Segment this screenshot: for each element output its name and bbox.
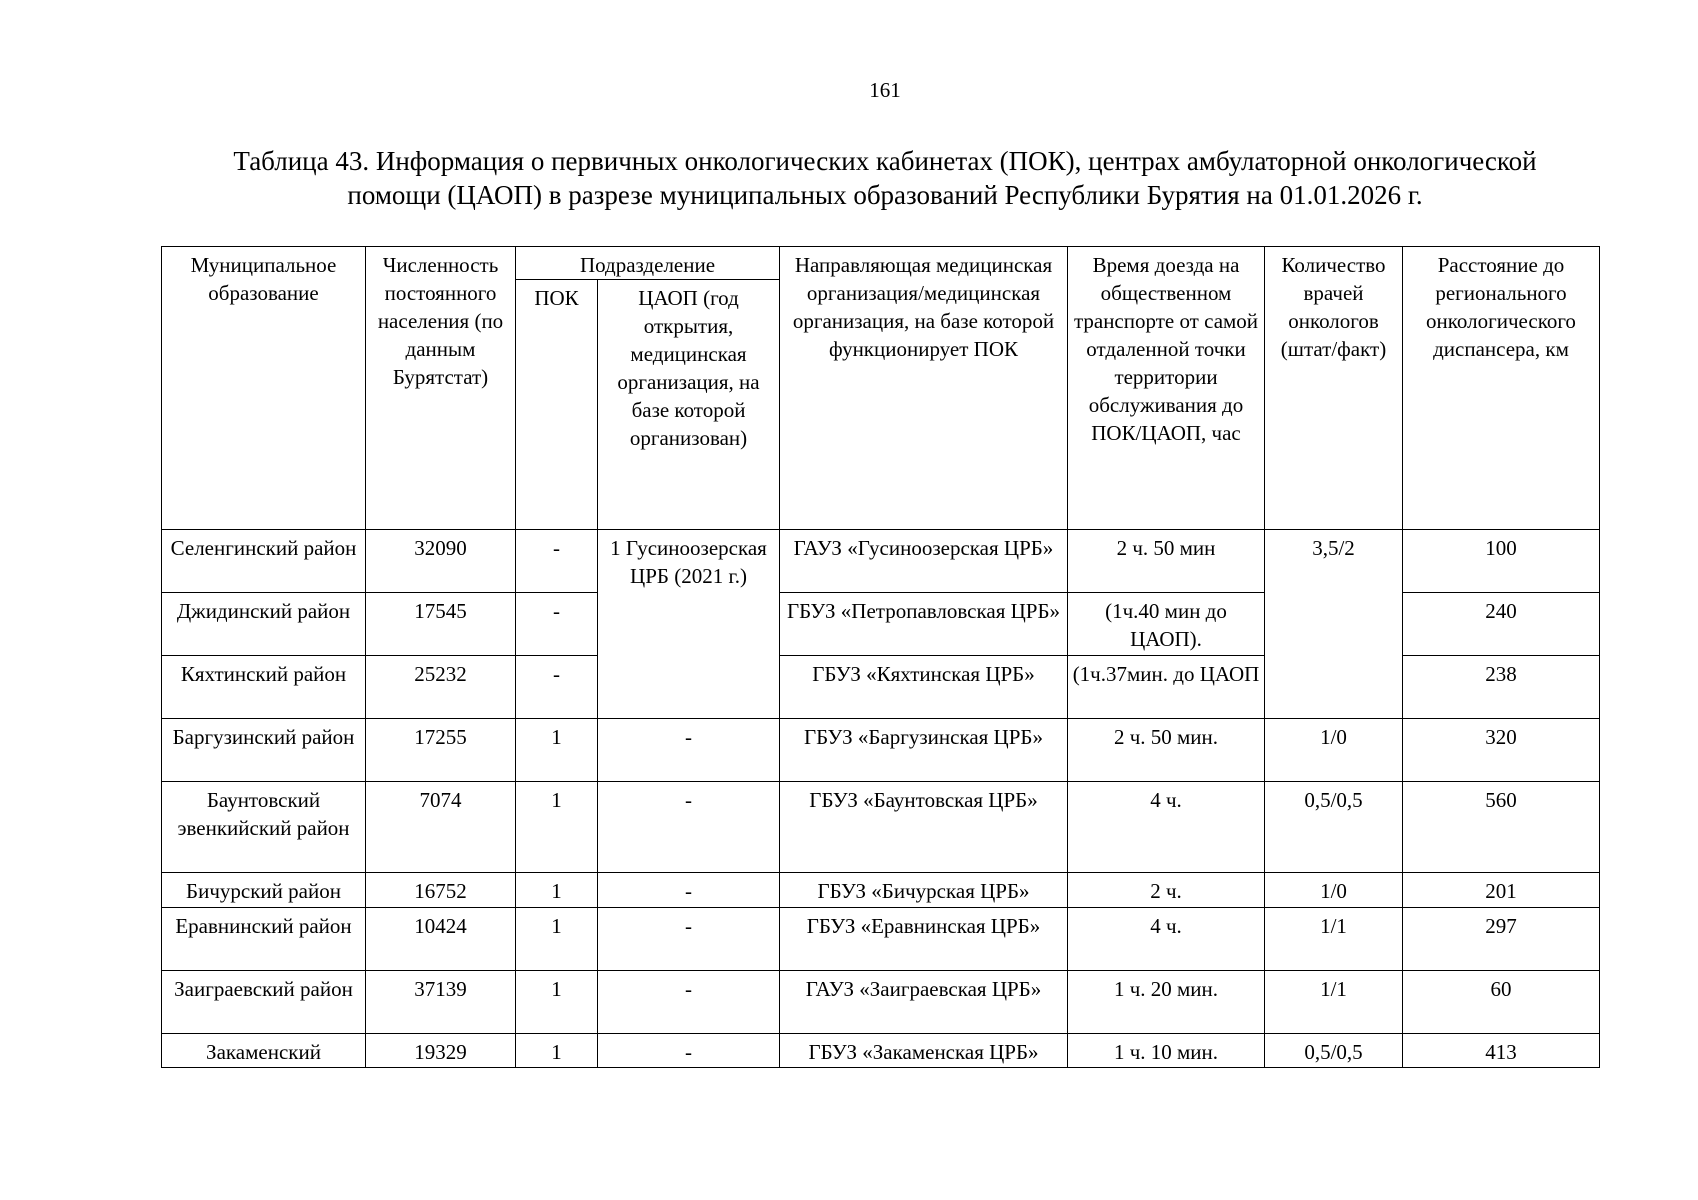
cell-travel-time: (1ч.37мин. до ЦАОП [1068, 656, 1265, 719]
caption-line-2: помощи (ЦАОП) в разрезе муниципальных образований Республики Бурятия на 01.01.2026 г. [347, 180, 1423, 210]
header-travel-time: Время доезда на общественном транспорте от самой отдаленной точки территории обслуживания до ПОК/ЦАОП, час [1068, 247, 1265, 530]
cell-distance: 201 [1403, 873, 1600, 908]
cell-distance: 238 [1403, 656, 1600, 719]
cell-referring: ГБУЗ «Петропавловская ЦРБ» [780, 593, 1068, 656]
cell-municipality: Закаменский [162, 1034, 366, 1068]
table-row [162, 782, 1600, 873]
cell-referring: ГБУЗ «Бичурская ЦРБ» [780, 873, 1068, 908]
cell-pok: 1 [516, 971, 598, 1034]
header-caop: ЦАОП (год открытия, медицинская организация, на базе которой организован) [598, 280, 780, 530]
table-header [162, 247, 1600, 530]
cell-caop: - [598, 719, 780, 782]
cell-oncologists: 1/1 [1265, 971, 1403, 1034]
cell-pok: - [516, 593, 598, 656]
cell-distance: 320 [1403, 719, 1600, 782]
header-distance: Расстояние до регионального онкологического диспансера, км [1403, 247, 1600, 530]
cell-municipality: Джидинский район [162, 593, 366, 656]
cell-population: 10424 [366, 908, 516, 971]
cell-travel-time: 4 ч. [1068, 782, 1265, 873]
cell-population: 37139 [366, 971, 516, 1034]
cell-caop: - [598, 908, 780, 971]
cell-travel-time: 1 ч. 10 мин. [1068, 1034, 1265, 1068]
cell-municipality: Заиграевский район [162, 971, 366, 1034]
cell-municipality: Баргузинский район [162, 719, 366, 782]
cell-pok: 1 [516, 1034, 598, 1068]
cell-pok: - [516, 530, 598, 593]
header-division: Подразделение [516, 247, 780, 280]
cell-caop: - [598, 873, 780, 908]
cell-referring: ГАУЗ «Гусиноозерская ЦРБ» [780, 530, 1068, 593]
cell-pok: 1 [516, 908, 598, 971]
table-body [162, 530, 1600, 1068]
cell-caop: - [598, 971, 780, 1034]
cell-caop-group: 1 Гусиноозерская ЦРБ (2021 г.) [598, 530, 780, 719]
cell-travel-time: 2 ч. 50 мин. [1068, 719, 1265, 782]
cell-distance: 560 [1403, 782, 1600, 873]
header-referring-organization: Направляющая медицинская организация/медицинская организация, на базе которой функционирует ПОК [780, 247, 1068, 530]
cell-oncologists-group: 3,5/2 [1265, 530, 1403, 719]
header-population: Численность постоянного населения (по данным Бурятстат) [366, 247, 516, 530]
table-row [162, 530, 1600, 593]
cell-municipality: Еравнинский район [162, 908, 366, 971]
cell-population: 32090 [366, 530, 516, 593]
cell-referring: ГАУЗ «Заиграевская ЦРБ» [780, 971, 1068, 1034]
cell-travel-time: 2 ч. [1068, 873, 1265, 908]
cell-population: 17255 [366, 719, 516, 782]
cell-pok: 1 [516, 873, 598, 908]
oncology-cabinets-table [161, 246, 1600, 1068]
cell-oncologists: 1/1 [1265, 908, 1403, 971]
cell-caop: - [598, 1034, 780, 1068]
table-row [162, 1034, 1600, 1068]
cell-travel-time: 4 ч. [1068, 908, 1265, 971]
header-pok: ПОК [516, 280, 598, 530]
cell-municipality: Селенгинский район [162, 530, 366, 593]
cell-referring: ГБУЗ «Баунтовская ЦРБ» [780, 782, 1068, 873]
cell-travel-time: (1ч.40 мин до ЦАОП). [1068, 593, 1265, 656]
cell-distance: 100 [1403, 530, 1600, 593]
cell-oncologists: 0,5/0,5 [1265, 1034, 1403, 1068]
cell-referring: ГБУЗ «Баргузинская ЦРБ» [780, 719, 1068, 782]
table-caption [160, 144, 1610, 212]
cell-distance: 240 [1403, 593, 1600, 656]
cell-travel-time: 1 ч. 20 мин. [1068, 971, 1265, 1034]
cell-population: 7074 [366, 782, 516, 873]
cell-population: 17545 [366, 593, 516, 656]
cell-referring: ГБУЗ «Закаменская ЦРБ» [780, 1034, 1068, 1068]
cell-oncologists: 0,5/0,5 [1265, 782, 1403, 873]
cell-pok: 1 [516, 719, 598, 782]
cell-travel-time: 2 ч. 50 мин [1068, 530, 1265, 593]
page-number: 161 [869, 78, 901, 102]
cell-referring: ГБУЗ «Кяхтинская ЦРБ» [780, 656, 1068, 719]
cell-pok: - [516, 656, 598, 719]
cell-population: 16752 [366, 873, 516, 908]
table-row [162, 873, 1600, 908]
cell-distance: 297 [1403, 908, 1600, 971]
cell-municipality: Баунтовский эвенкийский район [162, 782, 366, 873]
table-row [162, 719, 1600, 782]
table-row [162, 971, 1600, 1034]
cell-referring: ГБУЗ «Еравнинская ЦРБ» [780, 908, 1068, 971]
cell-caop: - [598, 782, 780, 873]
cell-oncologists: 1/0 [1265, 719, 1403, 782]
cell-distance: 413 [1403, 1034, 1600, 1068]
cell-distance: 60 [1403, 971, 1600, 1034]
cell-population: 25232 [366, 656, 516, 719]
table-row [162, 908, 1600, 971]
cell-municipality: Бичурский район [162, 873, 366, 908]
cell-population: 19329 [366, 1034, 516, 1068]
cell-oncologists: 1/0 [1265, 873, 1403, 908]
header-oncologists: Количество врачей онкологов (штат/факт) [1265, 247, 1403, 530]
cell-municipality: Кяхтинский район [162, 656, 366, 719]
cell-pok: 1 [516, 782, 598, 873]
header-municipality: Муниципальное образование [162, 247, 366, 530]
caption-line-1: Таблица 43. Информация о первичных онкологических кабинетах (ПОК), центрах амбулаторной онкологической [233, 146, 1537, 176]
